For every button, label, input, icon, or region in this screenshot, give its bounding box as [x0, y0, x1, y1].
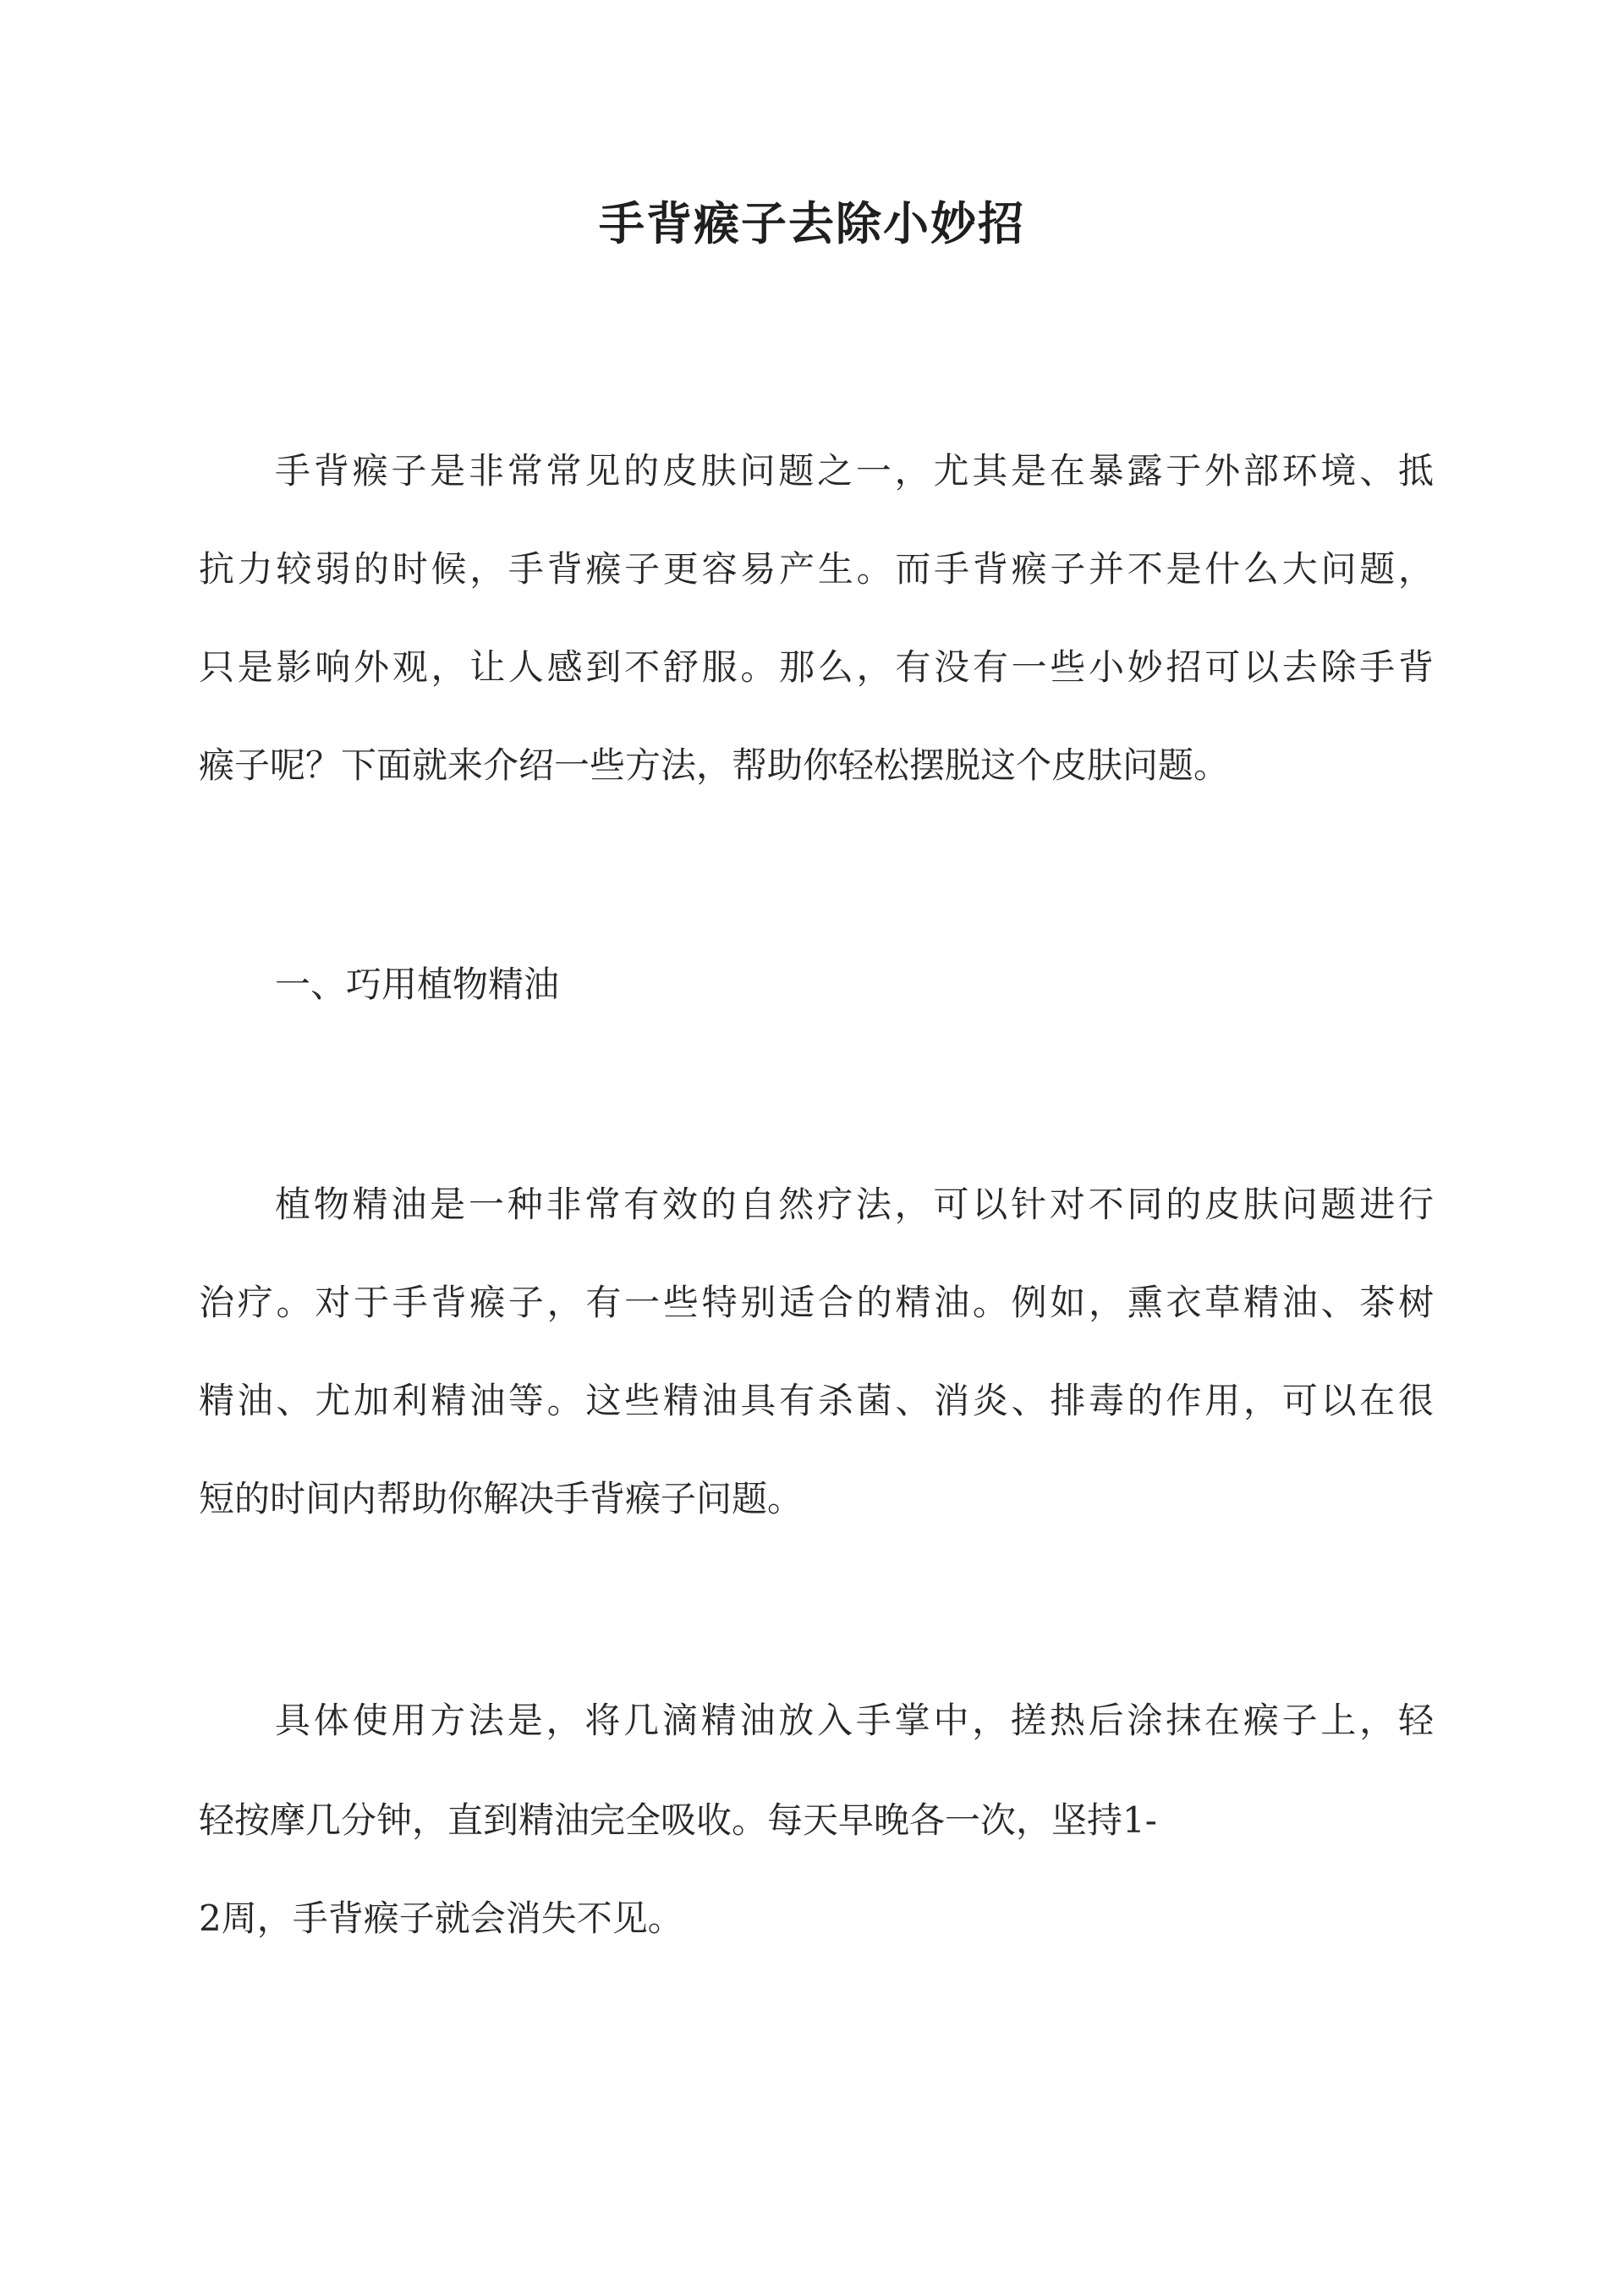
paragraph-line: 只是影响外观，让人感到不舒服。那么，有没有一些小妙招可以去除手背: [199, 646, 1434, 688]
paragraph-line: 2周，手背瘊子就会消失不见。: [199, 1898, 683, 1939]
paragraph-line: 轻按摩几分钟，直到精油完全吸收。每天早晚各一次，坚持1-: [199, 1799, 1157, 1841]
document-title: 手背瘊子去除小妙招: [599, 196, 1025, 250]
paragraph-line: 精油、尤加利精油等。这些精油具有杀菌、消炎、排毒的作用，可以在很: [199, 1380, 1434, 1421]
section-heading: 一、巧用植物精油: [275, 964, 560, 1005]
paragraph-line: 手背瘊子是非常常见的皮肤问题之一，尤其是在暴露于外部环境、抵: [275, 450, 1434, 492]
paragraph-line: 具体使用方法是，将几滴精油放入手掌中，搓热后涂抹在瘊子上，轻: [275, 1700, 1434, 1741]
paragraph-line: 瘊子呢？下面就来介绍一些方法，帮助你轻松摆脱这个皮肤问题。: [199, 744, 1230, 786]
paragraph-line: 植物精油是一种非常有效的自然疗法，可以针对不同的皮肤问题进行: [275, 1184, 1434, 1225]
paragraph-line: 抗力较弱的时候，手背瘊子更容易产生。而手背瘊子并不是什么大问题，: [199, 548, 1434, 590]
paragraph-line: 治疗。对于手背瘊子，有一些特别适合的精油。例如，熏衣草精油、茶树: [199, 1282, 1434, 1323]
paragraph-line: 短的时间内帮助你解决手背瘊子问题。: [199, 1478, 804, 1519]
